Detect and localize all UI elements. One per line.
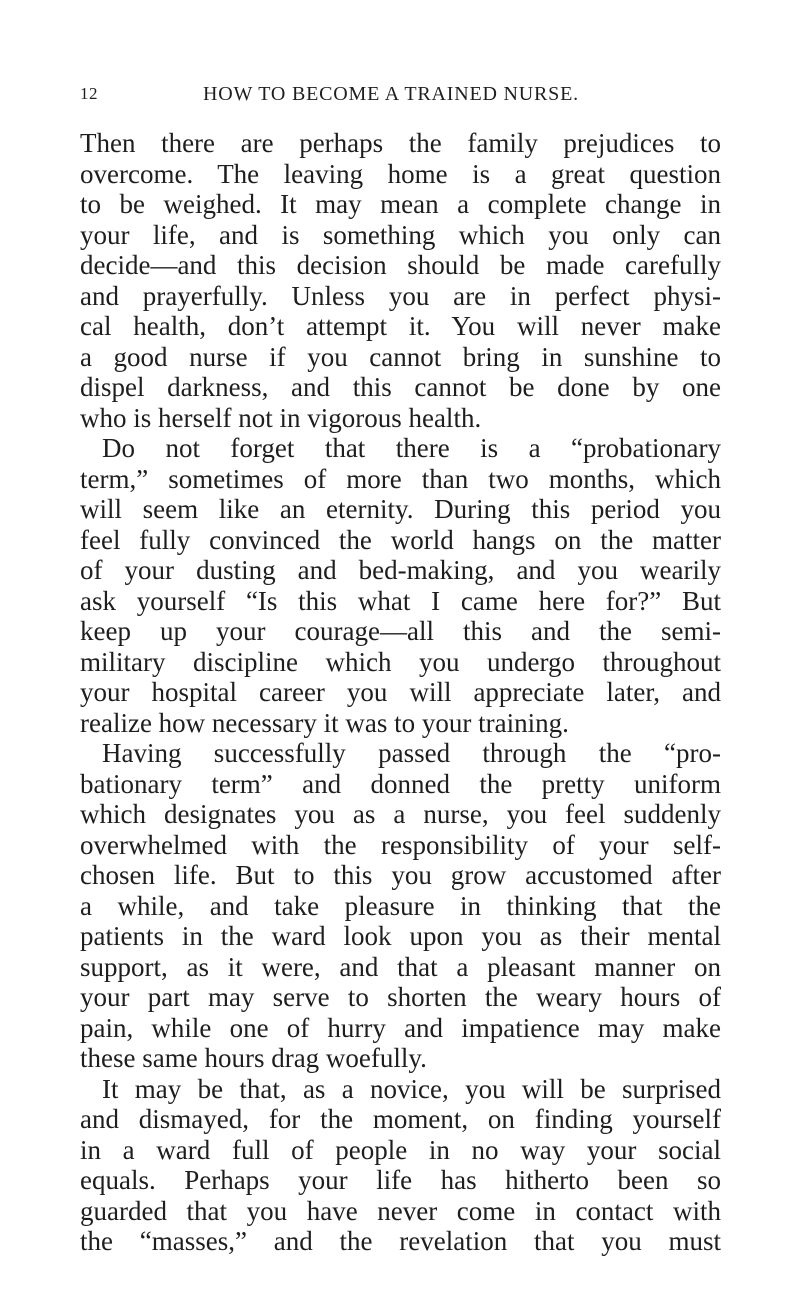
running-head-title: HOW TO BECOME A TRAINED NURSE.: [203, 83, 579, 105]
text-line: military discipline which you undergo throughout: [80, 646, 721, 677]
text-line: a good nurse if you cannot bring in sunshine to: [80, 341, 721, 372]
text-line: overcome. The leaving home is a great question: [80, 158, 721, 189]
text-line: support, as it were, and that a pleasant manner on: [80, 951, 721, 982]
text-line: and dismayed, for the moment, on finding yourself: [80, 1104, 721, 1134]
text-line: term,” sometimes of more than two months, which: [80, 463, 721, 494]
text-line: cal health, don’t attempt it. You will never make: [80, 311, 721, 341]
text-line: of your dusting and bed-making, and you wearily: [80, 555, 721, 585]
text-line: a while, and take pleasure in thinking that the: [80, 890, 721, 921]
text-line: keep up your courage—all this and the semi-: [80, 616, 721, 646]
text-line: your part may serve to shorten the weary hours of: [80, 982, 721, 1012]
text-line: who is herself not in vigorous health.: [80, 402, 482, 433]
page-number: 12: [80, 84, 98, 103]
text-line: these same hours drag woefully.: [80, 1043, 427, 1073]
text-line: to be weighed. It may mean a complete change in: [80, 189, 721, 219]
text-line: pain, while one of hurry and impatience may make: [80, 1012, 721, 1043]
text-line: the “masses,” and the revelation that you must: [80, 1226, 721, 1256]
text-line: equals. Perhaps your life has hitherto been so: [80, 1165, 721, 1195]
body-text: [80, 128, 721, 1257]
text-line: patients in the ward look upon you as their mental: [80, 921, 721, 951]
text-line: and prayerfully. Unless you are in perfect physi-: [80, 280, 721, 311]
text-line: decide—and this decision should be made carefully: [80, 250, 721, 280]
text-line: feel fully convinced the world hangs on the matter: [80, 524, 721, 555]
text-line: realize how necessary it was to your training.: [80, 707, 569, 738]
text-line: ask yourself “Is this what I came here for?” But: [80, 585, 721, 616]
text-line: Do not forget that there is a “probationary: [102, 433, 721, 463]
text-line: in a ward full of people in no way your social: [80, 1134, 721, 1165]
text-line: chosen life. But to this you grow accustomed after: [80, 860, 721, 890]
text-line: Having successfully passed through the “pro-: [102, 738, 721, 768]
text-line: your life, and is something which you only can: [80, 219, 721, 250]
text-line: your hospital career you will appreciate later, and: [80, 677, 721, 707]
text-line: will seem like an eternity. During this period you: [80, 494, 721, 524]
text-line: which designates you as a nurse, you feel suddenly: [80, 799, 721, 829]
text-line: overwhelmed with the responsibility of your self-: [80, 829, 721, 860]
text-line: Then there are perhaps the family prejudices to: [80, 128, 721, 158]
text-line: bationary term” and donned the pretty uniform: [80, 768, 721, 799]
text-line: guarded that you have never come in contact with: [80, 1195, 721, 1226]
text-line: It may be that, as a novice, you will be surprised: [102, 1073, 721, 1104]
running-head: [80, 81, 720, 107]
text-line: dispel darkness, and this cannot be done by one: [80, 372, 721, 402]
